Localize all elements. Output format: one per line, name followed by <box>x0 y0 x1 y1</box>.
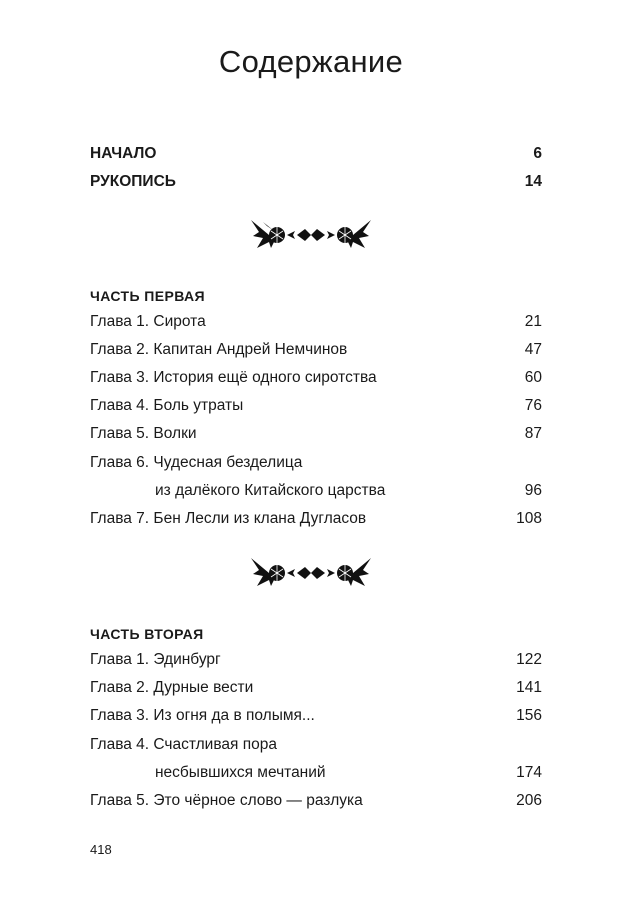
entry-page: 60 <box>524 369 542 386</box>
toc-entry-continuation[interactable] <box>155 763 542 783</box>
entry-page: 6 <box>533 145 542 162</box>
toc-entry[interactable] <box>90 312 542 332</box>
toc-entry[interactable] <box>90 650 542 670</box>
toc-entry[interactable] <box>90 340 542 360</box>
entry-label: Глава 7. Бен Лесли из клана Дугласов <box>90 510 367 527</box>
toc-entry[interactable] <box>90 706 542 726</box>
entry-label: Глава 2. Дурные вести <box>90 679 254 696</box>
toc-entry[interactable] <box>90 678 542 698</box>
entry-page: 76 <box>524 397 542 414</box>
entry-page: 87 <box>524 425 542 442</box>
entry-label: Глава 1. Сирота <box>90 313 206 330</box>
page-title: Содержание <box>218 44 404 79</box>
toc-entry[interactable] <box>90 509 542 529</box>
part-heading: ЧАСТЬ ВТОРАЯ <box>90 626 204 642</box>
part-heading: ЧАСТЬ ПЕРВАЯ <box>90 288 205 304</box>
entry-label: Глава 5. Волки <box>90 425 197 442</box>
entry-page: 21 <box>524 313 542 330</box>
thistle-ornament-icon <box>0 552 622 592</box>
entry-label: Глава 3. Из огня да в полымя... <box>90 707 315 724</box>
entry-label: Глава 1. Эдинбург <box>90 651 221 668</box>
entry-label: НАЧАЛО <box>90 145 157 162</box>
toc-entry[interactable] <box>90 735 542 755</box>
page-number: 418 <box>90 842 112 857</box>
entry-label: Глава 3. История ещё одного сиротства <box>90 369 377 386</box>
toc-entry[interactable] <box>90 368 542 388</box>
entry-page: 47 <box>524 341 542 358</box>
toc-entry[interactable] <box>90 396 542 416</box>
toc-entry-continuation[interactable] <box>155 481 542 501</box>
entry-label: РУКОПИСЬ <box>90 173 176 190</box>
entry-page: 14 <box>524 173 542 190</box>
entry-label: Глава 2. Капитан Андрей Немчинов <box>90 341 348 358</box>
toc-entry[interactable] <box>90 453 542 473</box>
entry-page: 96 <box>524 482 542 499</box>
entry-page: 108 <box>516 510 542 527</box>
toc-entry[interactable] <box>90 791 542 811</box>
entry-label: Глава 4. Боль утраты <box>90 397 244 414</box>
entry-label: Глава 6. Чудесная безделица <box>90 454 303 471</box>
entry-label: Глава 5. Это чёрное слово — разлука <box>90 792 363 809</box>
entry-page: 156 <box>516 707 542 724</box>
entry-label-cont: несбывшихся мечтаний <box>155 764 326 781</box>
entry-page: 174 <box>516 764 542 781</box>
entry-label: Глава 4. Счастливая пора <box>90 736 277 753</box>
entry-page: 122 <box>516 651 542 668</box>
entry-label-cont: из далёкого Китайского царства <box>155 482 386 499</box>
thistle-ornament-icon <box>0 214 622 254</box>
entry-page: 206 <box>516 792 542 809</box>
toc-entry[interactable] <box>90 424 542 444</box>
toc-entry-front[interactable] <box>90 172 542 192</box>
toc-entry-front[interactable] <box>90 144 542 164</box>
entry-page: 141 <box>516 679 542 696</box>
